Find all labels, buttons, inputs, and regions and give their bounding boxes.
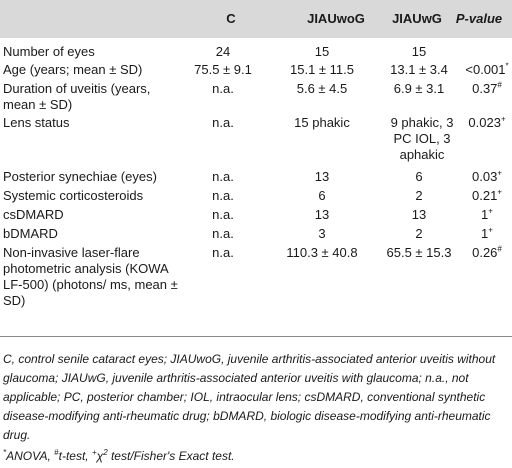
cell-p-value-text: 1	[481, 226, 489, 241]
p-value-test-marker: #	[497, 80, 502, 90]
cell-p-value-text: 0.37	[472, 81, 498, 96]
p-value-test-marker: #	[497, 244, 502, 254]
cell-c-text: n.a.	[212, 115, 234, 130]
cell-jiauwog-text: 13	[314, 207, 330, 222]
cell-c	[178, 169, 268, 188]
cell-p-value-text: 0.26	[472, 245, 498, 260]
p-value-test-marker: *	[505, 61, 509, 71]
cell-jiauwg	[376, 62, 462, 81]
cell-jiauwg	[376, 245, 462, 315]
row-label-text: Duration of uveitis (years, mean ± SD)	[3, 81, 151, 112]
table-row	[0, 169, 512, 188]
cell-c	[178, 188, 268, 207]
cell-c	[178, 245, 268, 315]
cell-c-text: n.a.	[212, 188, 234, 203]
row-label-text: Non-invasive laser-flare photometric analysis (KOWA LF-500) (photons/ ms, mean ± SD)	[3, 245, 178, 308]
cell-p-value	[462, 245, 512, 315]
table-row	[0, 44, 512, 62]
row-label	[0, 62, 178, 81]
row-label-text: Systemic corticosteroids	[3, 188, 144, 203]
cell-jiauwg-text: 6.9 ± 3.1	[393, 81, 445, 96]
table-footnote	[3, 350, 509, 466]
cell-jiauwg-text: 9 phakic, 3 PC IOL, 3 aphakic	[390, 115, 454, 162]
row-label	[0, 207, 178, 226]
cell-c-text: 24	[215, 44, 231, 59]
p-value-test-marker: +	[497, 168, 502, 178]
cell-c	[178, 226, 268, 245]
cell-jiauwog	[268, 81, 376, 115]
row-label-text: Number of eyes	[3, 44, 95, 59]
cell-c	[178, 44, 268, 62]
cell-p-value	[462, 188, 512, 207]
cell-c	[178, 115, 268, 169]
cell-jiauwog	[268, 115, 376, 169]
cell-c-text: n.a.	[212, 81, 234, 96]
row-label-text: Age (years; mean ± SD)	[3, 62, 143, 77]
footnote-hash: #	[54, 448, 59, 457]
cell-c-text: n.a.	[212, 207, 234, 222]
cell-jiauwog	[268, 169, 376, 188]
header-label-col	[0, 0, 178, 38]
p-value-test-marker: +	[497, 187, 502, 197]
p-value-test-marker: +	[488, 225, 493, 235]
footnote-abbreviations: C, control senile cataract eyes; JIAUwoG, juvenile arthritis-associated anterior uveitis without glaucoma; JIAUwG, juvenile arthritis-associated anterior uveitis with glaucoma; n.a., not applicable; PC, posterior chamber; IOL, intraocular lens; csDMARD, conventional synthetic disease-modifying anti-rheumatic drug; bDMARD, biologic disease-modifying anti-rheumatic drug.	[3, 352, 496, 442]
cell-p-value	[462, 62, 512, 81]
row-label	[0, 81, 178, 115]
footnote-ttest: t-test,	[58, 449, 92, 463]
row-label-text: Posterior synechiae (eyes)	[3, 169, 157, 184]
table-header	[0, 0, 512, 38]
cell-jiauwg-text: 2	[415, 188, 423, 203]
cell-jiauwg	[376, 188, 462, 207]
cell-jiauwog-text: 3	[318, 226, 326, 241]
table-row	[0, 207, 512, 226]
cell-p-value	[462, 169, 512, 188]
cell-p-value-text: 0.023	[468, 115, 501, 130]
row-label	[0, 115, 178, 169]
table-row	[0, 115, 512, 169]
cell-p-value-text: 0.03	[472, 169, 498, 184]
cell-c-text: n.a.	[212, 226, 234, 241]
cell-p-value-text: 1	[481, 207, 489, 222]
cell-jiauwog-text: 5.6 ± 4.5	[296, 81, 348, 96]
cell-jiauwog-text: 15.1 ± 11.5	[290, 62, 354, 77]
cell-c-text: n.a.	[212, 169, 234, 184]
footnote-rest: test/Fisher's Exact test.	[107, 449, 235, 463]
cell-p-value	[462, 81, 512, 115]
cell-jiauwog-text: 15 phakic	[294, 115, 350, 130]
cell-jiauwg	[376, 81, 462, 115]
cell-c-text: n.a.	[212, 245, 234, 260]
cell-c-text: 75.5 ± 9.1	[194, 62, 252, 77]
cell-jiauwg-text: 2	[415, 226, 423, 241]
cell-p-value	[462, 226, 512, 245]
footnote-squared: 2	[103, 448, 108, 457]
cell-jiauwog	[268, 207, 376, 226]
cell-jiauwg-text: 6	[415, 169, 423, 184]
table-bottom-rule	[0, 336, 512, 337]
cell-jiauwg-text: 13	[411, 207, 427, 222]
header-col-p-value: P-value	[455, 11, 503, 26]
row-label-text: bDMARD	[3, 226, 58, 241]
cell-jiauwog-text: 13	[314, 169, 330, 184]
cell-p-value-text: <0.001	[465, 62, 506, 77]
cell-jiauwg	[376, 207, 462, 226]
cell-jiauwg-text: 15	[411, 44, 427, 59]
header-col-jiauwg: JIAUwG	[392, 11, 442, 26]
p-value-test-marker: +	[500, 114, 506, 124]
cell-jiauwog-text: 6	[318, 188, 326, 203]
cell-jiauwog	[268, 245, 376, 315]
row-label	[0, 169, 178, 188]
row-label	[0, 188, 178, 207]
row-label-text: csDMARD	[3, 207, 64, 222]
footnote-tests	[3, 447, 509, 466]
table-row	[0, 245, 512, 315]
table-row	[0, 226, 512, 245]
cell-p-value-text: 0.21	[472, 188, 498, 203]
row-label	[0, 245, 178, 315]
cell-c	[178, 62, 268, 81]
cell-jiauwog	[268, 44, 376, 62]
cell-c	[178, 81, 268, 115]
table-row	[0, 188, 512, 207]
row-label	[0, 44, 178, 62]
cell-jiauwog	[268, 62, 376, 81]
header-col-c: C	[226, 11, 236, 26]
cell-jiauwog-text: 15	[314, 44, 330, 59]
table-row	[0, 62, 512, 81]
cell-p-value	[462, 115, 512, 169]
header-col-jiauwog: JIAUwoG	[307, 11, 365, 26]
cell-p-value	[462, 44, 512, 62]
footnote-star: *	[3, 448, 7, 457]
cell-jiauwg-text: 65.5 ± 15.3	[386, 245, 452, 260]
footnote-chi: χ	[96, 449, 104, 463]
table-row	[0, 81, 512, 115]
cell-jiauwog-text: 110.3 ± 40.8	[286, 245, 358, 260]
cell-jiauwog	[268, 226, 376, 245]
cell-jiauwg	[376, 44, 462, 62]
row-label-text: Lens status	[3, 115, 70, 130]
cell-jiauwg	[376, 226, 462, 245]
footnote-anova: ANOVA,	[6, 449, 55, 463]
cell-jiauwog	[268, 188, 376, 207]
cell-jiauwg-text: 13.1 ± 3.4	[390, 62, 448, 77]
cell-jiauwg	[376, 115, 462, 169]
row-label	[0, 226, 178, 245]
cell-c	[178, 207, 268, 226]
cell-p-value	[462, 207, 512, 226]
p-value-test-marker: +	[488, 206, 493, 216]
data-table	[0, 44, 512, 315]
footnote-plus: +	[91, 448, 97, 457]
cell-jiauwg	[376, 169, 462, 188]
